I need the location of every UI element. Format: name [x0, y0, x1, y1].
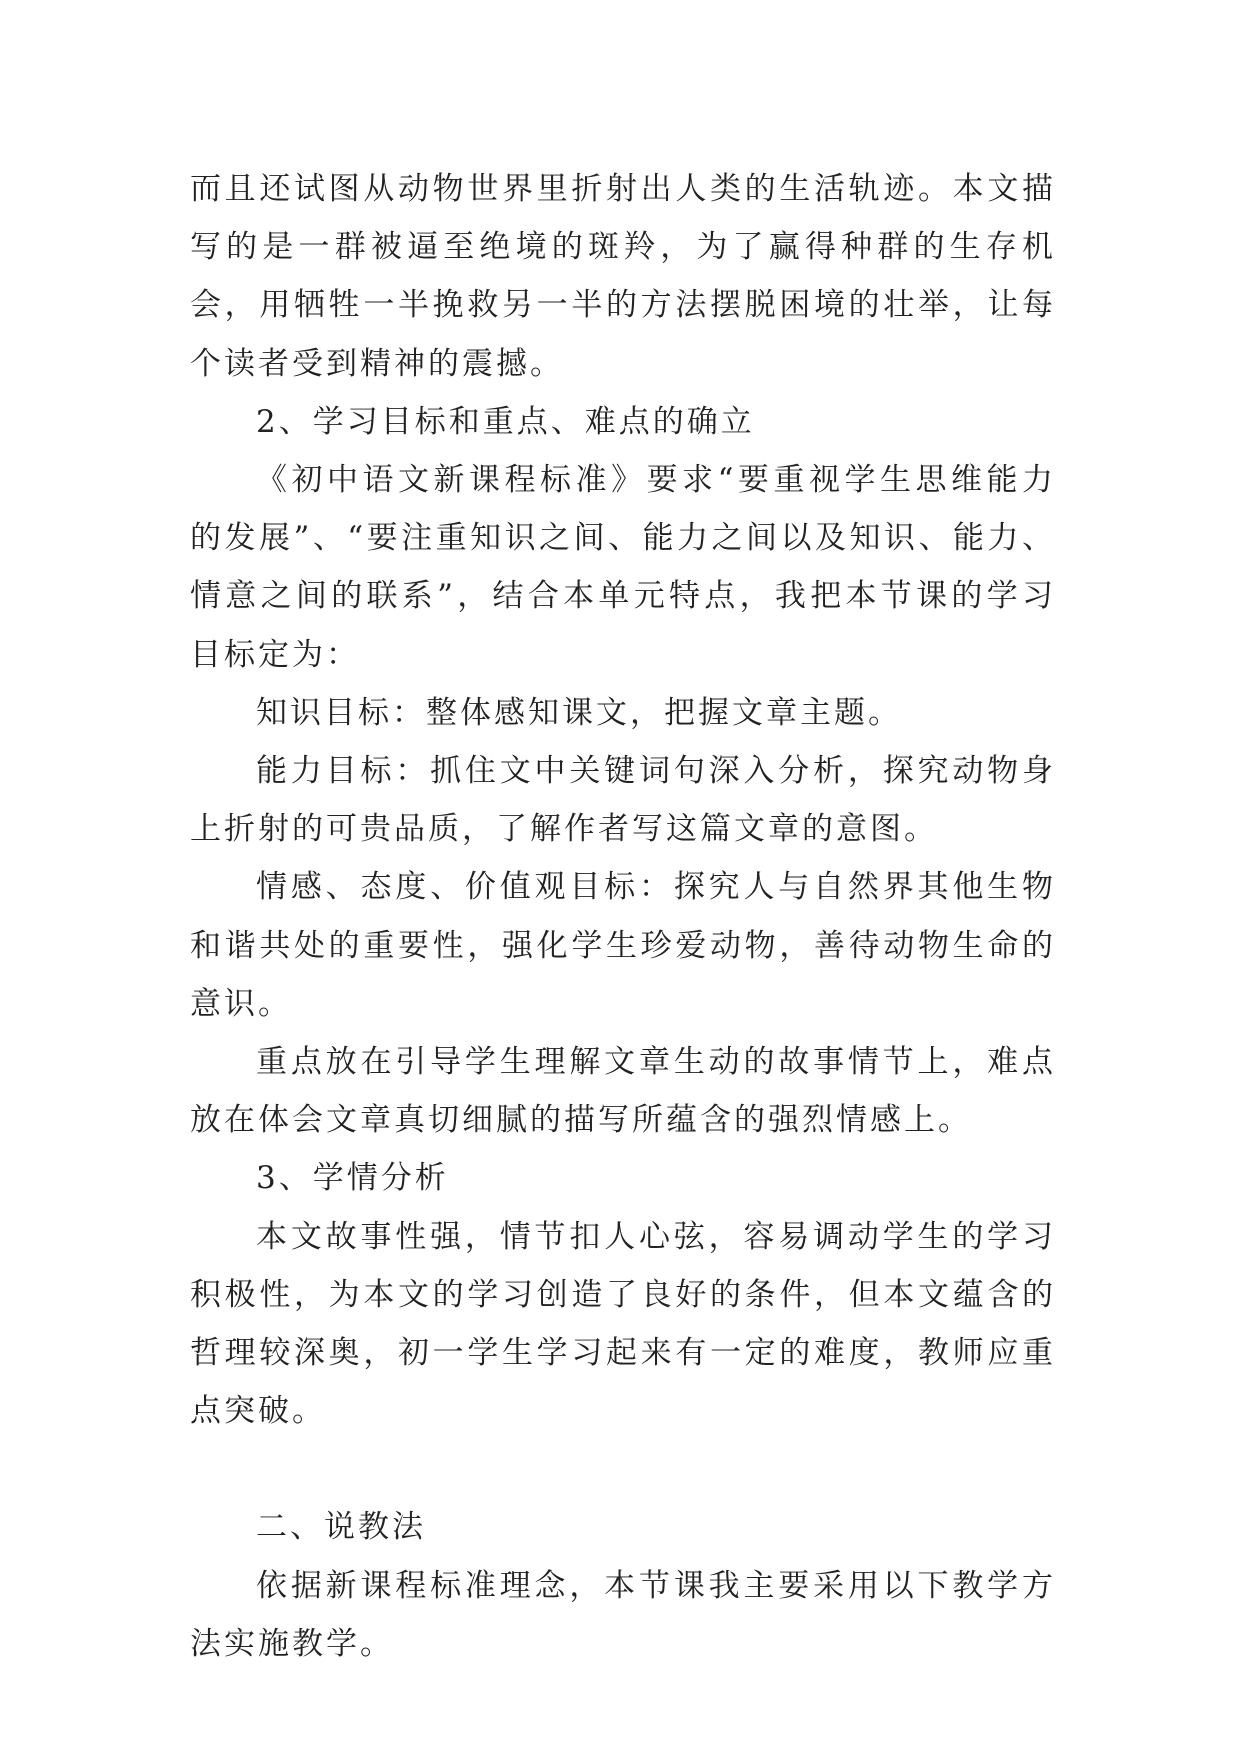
paragraph-curriculum-standards: 《初中语文新课程标准》要求“要重视学生思维能力的发展”、“要注重知识之间、能力之间以及知识、能力、情意之间的联系”，结合本单元特点，我把本节课的学习目标定为：: [190, 462, 1056, 673]
paragraph-emotion-objective: 情感、态度、价值观目标：探究人与自然界其他生物和谐共处的重要性，强化学生珍爱动物，善待动物生命的意识。: [190, 869, 1056, 1022]
paragraph-student-analysis: 本文故事性强，情节扣人心弦，容易调动学生的学习积极性，为本文的学习创造了良好的条件，但本文蕴含的哲理较深奥，初一学生学习起来有一定的难度，教师应重点突破。: [190, 1218, 1056, 1430]
paragraph-knowledge-objective: 知识目标：整体感知课文，把握文章主题。: [256, 694, 902, 731]
document-body: [190, 160, 1056, 1673]
heading-student-analysis: 3、学情分析: [256, 1160, 449, 1197]
heading-learning-objectives: 2、学习目标和重点、难点的确立: [256, 403, 755, 440]
paragraph-teaching-methods: 依据新课程标准理念，本节课我主要采用以下教学方法实施教学。: [190, 1567, 1056, 1662]
section-spacer: [190, 1440, 1056, 1498]
paragraph-focus-and-difficulty: 重点放在引导学生理解文章生动的故事情节上，难点放在体会文章真切细腻的描写所蕴含的强烈情感上。: [190, 1044, 1056, 1139]
heading-teaching-methods: 二、说教法: [256, 1509, 426, 1546]
paragraph-ability-objective: 能力目标：抓住文中关键词句深入分析，探究动物身上折射的可贵品质，了解作者写这篇文章的意图。: [190, 753, 1056, 848]
paragraph-continuation: 而且还试图从动物世界里折射出人类的生活轨迹。本文描写的是一群被逼至绝境的斑羚，为了赢得种群的生存机会，用牺牲一半挽救另一半的方法摆脱困境的壮举，让每个读者受到精神的震撼。: [190, 171, 1056, 382]
